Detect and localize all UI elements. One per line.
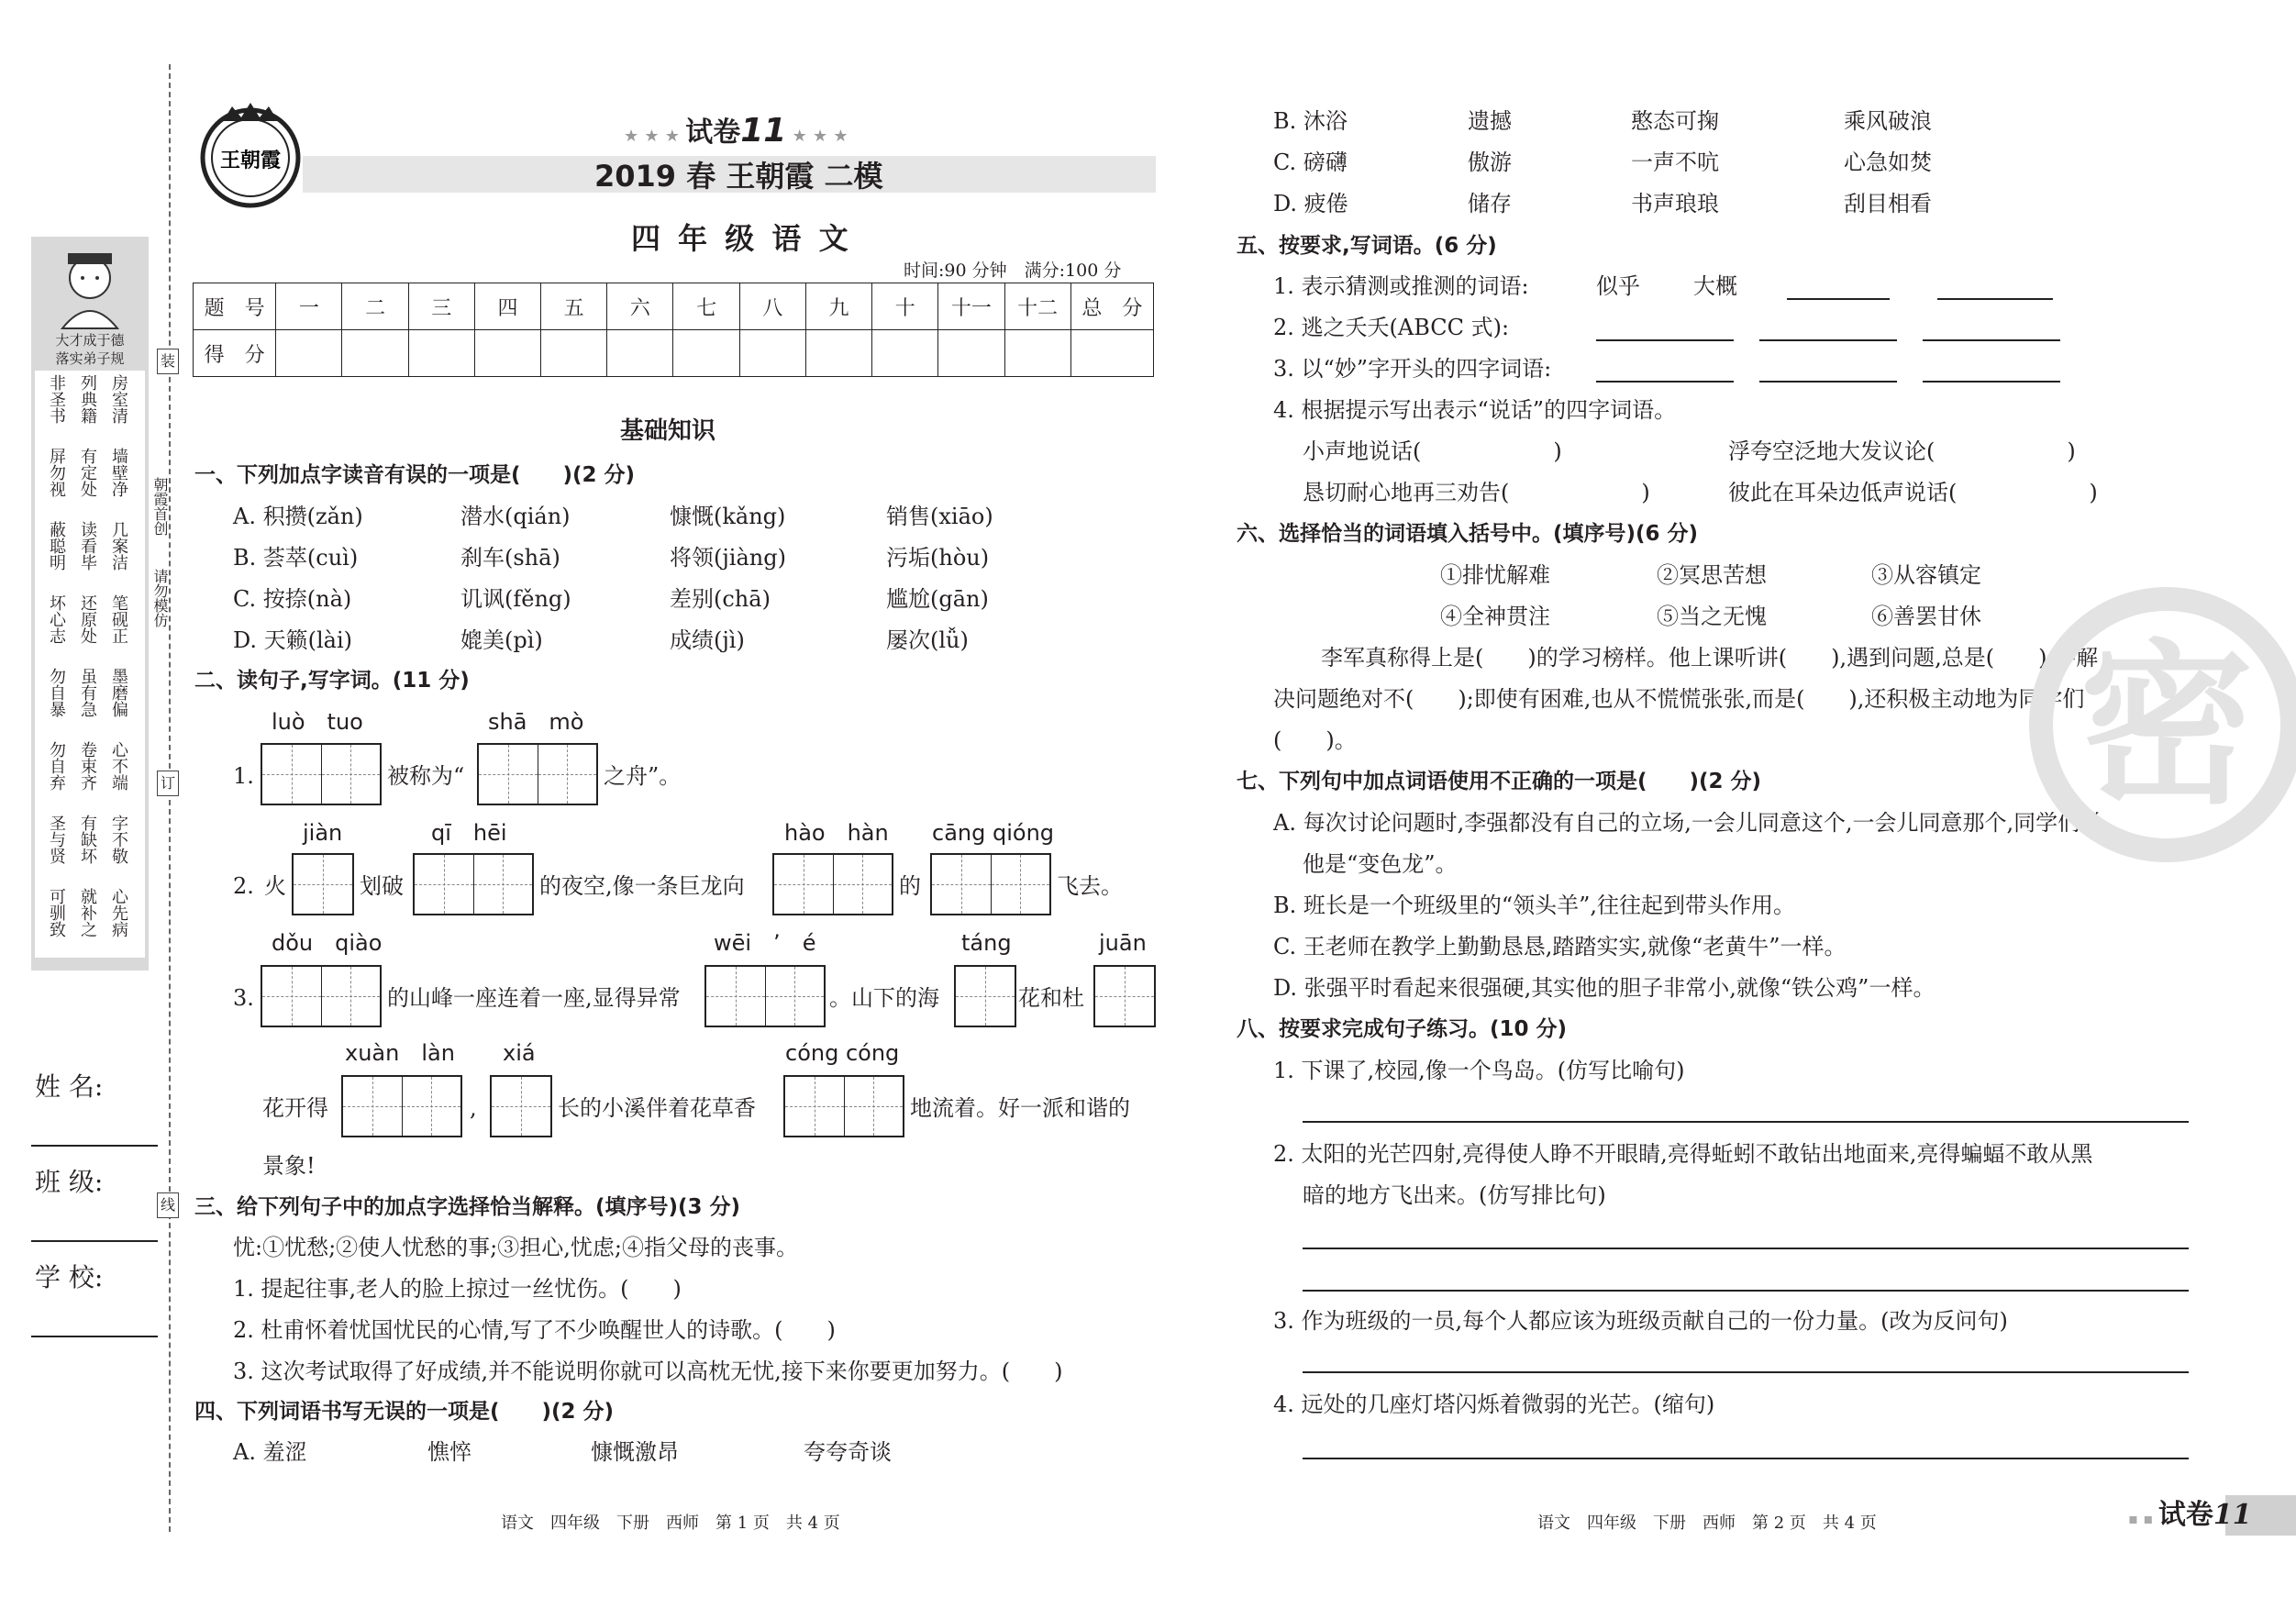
q2-2-text-a: 划破	[360, 873, 404, 899]
q2-3-box-c[interactable]	[954, 965, 1016, 1027]
q2-2-number: 2.	[233, 873, 254, 899]
q4-title: 四、下列词语书写无误的一项是( )(2 分)	[194, 1400, 615, 1424]
q2-4-box-b[interactable]	[490, 1075, 552, 1137]
motto-column: 屏勿视	[47, 448, 66, 497]
motto-column: 墙壁净	[109, 448, 128, 497]
score-header-cell: 五	[541, 283, 607, 330]
motto-column: 勿自弃	[47, 741, 66, 791]
name-line[interactable]	[31, 1145, 158, 1147]
q8-item-4: 4. 远处的几座灯塔闪烁着微弱的光芒。(缩句)	[1273, 1392, 1715, 1417]
motto-column: 圣与贤	[47, 815, 66, 864]
page1-footer: 语文 四年级 下册 西师 第 1 页 共 4 页	[501, 1514, 840, 1533]
q1-option: C. 按捺(nà)	[233, 586, 352, 612]
q2-2-prefix: 火	[264, 873, 286, 899]
score-header-cell: 六	[607, 283, 673, 330]
q3-item-3: 3. 这次考试取得了好成绩,并不能说明你就可以高枕无忧,接下来你要更加努力。( )	[233, 1359, 1063, 1384]
score-cell[interactable]	[673, 330, 739, 377]
seal-mark-1: 装	[157, 349, 179, 374]
score-cell[interactable]	[739, 330, 805, 377]
score-header-cell: 十	[872, 283, 938, 330]
score-header-cell: 七	[673, 283, 739, 330]
q5-hint-4: 彼此在耳朵边低声说话( )	[1728, 480, 2098, 505]
q1-title: 一、下列加点字读音有误的一项是( )(2 分)	[194, 463, 636, 487]
stars-left-icon: ★ ★ ★	[624, 127, 686, 146]
q2-4-pinyin-a: xuàn làn	[345, 1040, 455, 1066]
q4-option: 心急如焚	[1844, 150, 1932, 175]
score-cell[interactable]	[872, 330, 938, 377]
q1-option: 成绩(jì)	[670, 627, 745, 653]
score-cell[interactable]	[474, 330, 540, 377]
q2-2-box-a[interactable]	[292, 853, 354, 915]
q5-hint-2: 浮夸空泛地大发议论( )	[1728, 438, 2076, 464]
q6-option-3: ③从容镇定	[1871, 562, 1981, 588]
q2-1-pinyin-a: luò tuo	[272, 709, 363, 735]
q3-title: 三、给下列句子中的加点字选择恰当解释。(填序号)(3 分)	[194, 1195, 741, 1219]
page2-footer: 语文 四年级 下册 西师 第 2 页 共 4 页	[1537, 1514, 1877, 1533]
q1-option: 尴尬(gān)	[886, 586, 989, 612]
q1-option: 讥讽(fěng)	[460, 586, 571, 612]
q6-title: 六、选择恰当的词语填入括号中。(填序号)(6 分)	[1237, 522, 1699, 546]
q3-definition: 忧:①忧愁;②使人忧愁的事;③担心,忧虑;④指父母的丧事。	[233, 1235, 798, 1260]
q8-item-2-cont: 暗的地方飞出来。(仿写排比句)	[1303, 1182, 1606, 1208]
q2-1-box-a[interactable]	[261, 743, 382, 805]
q2-2-box-b[interactable]	[413, 853, 534, 915]
q6-option-1: ①排忧解难	[1440, 562, 1550, 588]
motto-column: 读看毕	[78, 521, 97, 571]
score-header-cell: 十二	[1004, 283, 1070, 330]
q1-option: 污垢(hòu)	[886, 545, 990, 571]
q2-2-text-c: 的	[899, 873, 921, 899]
score-header-cell: 三	[408, 283, 474, 330]
exam-title: 2019 春 王朝霞 二模	[594, 159, 883, 194]
score-header-cell: 十一	[938, 283, 1004, 330]
q2-4-text-c: 地流着。好一派和谐的	[910, 1095, 1130, 1121]
q2-4-pinyin-b: xiá	[503, 1040, 536, 1066]
q7-option-c: C. 王老师在教学上勤勤恳恳,踏踏实实,就像“老黄牛”一样。	[1273, 934, 1847, 959]
score-header-cell: 四	[474, 283, 540, 330]
stars-right-icon: ★ ★ ★	[786, 127, 849, 146]
q2-2-pinyin-d: cāng qióng	[932, 820, 1055, 846]
q5-2-blank-1[interactable]	[1596, 339, 1734, 341]
q6-passage-3: ( )。	[1273, 727, 1357, 753]
q5-item-1: 1. 表示猜测或推测的词语:	[1273, 273, 1529, 299]
q2-4-box-c[interactable]	[783, 1075, 904, 1137]
q2-3-text-c: 花和杜	[1018, 985, 1084, 1011]
q2-4-box-a[interactable]	[341, 1075, 462, 1137]
seal-mark-2: 订	[157, 771, 179, 796]
q2-3-box-a[interactable]	[261, 965, 382, 1027]
q2-4-text-a: ,	[470, 1095, 477, 1121]
motto-column: 有定处	[78, 448, 97, 497]
score-cell[interactable]	[541, 330, 607, 377]
motto-column: 可驯致	[47, 888, 66, 937]
q2-3-text-a: 的山峰一座连着一座,显得异常	[387, 985, 681, 1011]
score-header-cell: 题 号	[194, 283, 276, 330]
q2-1-number: 1.	[233, 763, 254, 789]
score-row-label: 得 分	[194, 330, 276, 377]
brand-logo	[191, 101, 310, 211]
q4-option: 储存	[1468, 191, 1512, 216]
q3-item-2: 2. 杜甫怀着忧国忧民的心情,写了不少唤醒世人的诗歌。( )	[233, 1317, 836, 1343]
q4-row-a-1: A. 羞涩	[233, 1439, 307, 1465]
q6-option-6: ⑥善罢甘休	[1871, 604, 1981, 629]
q1-option: 将领(jiàng)	[670, 545, 786, 571]
q4-option: 一声不吭	[1631, 150, 1719, 175]
q4-option: D. 疲倦	[1273, 191, 1348, 216]
q5-item-2: 2. 逃之夭夭(ABCC 式):	[1273, 315, 1510, 340]
q5-item-4: 4. 根据提示写出表示“说话”的四字词语。	[1273, 397, 1677, 423]
motto-column: 字不敬	[109, 815, 128, 864]
seal-mark-3: 线	[157, 1192, 179, 1218]
q1-option: B. 荟萃(cuì)	[233, 545, 359, 571]
scholar-figure-icon	[31, 237, 149, 338]
q1-option: 慷慨(kǎng)	[670, 504, 786, 529]
q4-option: 傲游	[1468, 150, 1512, 175]
score-cell[interactable]	[805, 330, 871, 377]
time-score: 时间:90 分钟 满分:100 分	[904, 261, 1122, 281]
q2-1-pinyin-b: shā mò	[488, 709, 584, 735]
motto-column: 就补之	[78, 888, 97, 937]
q5-title: 五、按要求,写词语。(6 分)	[1237, 234, 1497, 258]
motto-line-1: 大才成于德	[55, 332, 125, 349]
motto-column: 蔽聪明	[47, 521, 66, 571]
q4-option: B. 沐浴	[1273, 108, 1348, 134]
q4-option: 刮目相看	[1844, 191, 1932, 216]
motto-column: 房室清	[109, 374, 128, 424]
motto-column: 卷束齐	[78, 741, 97, 791]
q2-2-box-c[interactable]	[772, 853, 893, 915]
q4-row-a-3: 慷慨激昂	[591, 1439, 679, 1465]
motto-column: 列典籍	[78, 374, 97, 424]
score-cell[interactable]	[408, 330, 474, 377]
motto-column: 心不端	[109, 741, 128, 791]
q1-option: 差别(chā)	[670, 586, 771, 612]
q1-option: 销售(xiāo)	[886, 504, 993, 529]
motto-column: 还原处	[78, 594, 97, 644]
q5-item-3: 3. 以“妙”字开头的四字词语:	[1273, 356, 1552, 382]
q2-1-text-a: 被称为“	[387, 763, 465, 789]
q8-item-3: 3. 作为班级的一员,每个人都应该为班级贡献自己的一份力量。(改为反问句)	[1273, 1308, 2008, 1334]
q5-hint-3: 恳切耐心地再三劝告( )	[1303, 480, 1650, 505]
q5-item-1-example-a: 似乎	[1596, 273, 1640, 299]
score-cell[interactable]	[1004, 330, 1070, 377]
copyright-note: 朝霞首创	[151, 477, 169, 536]
exam-label: ★ ★ ★ 试卷11 ★ ★ ★	[624, 112, 849, 150]
confidential-stamp: 密	[2029, 587, 2296, 862]
q1-option: 媲美(pì)	[460, 627, 543, 653]
q2-3-pinyin-d: juān	[1099, 930, 1147, 956]
q2-4-text-b: 长的小溪伴着花草香	[558, 1095, 756, 1121]
q2-4-text-d: 景象!	[262, 1153, 316, 1179]
q4-row-a-4: 夸夸奇谈	[804, 1439, 892, 1465]
q4-option: 遗撼	[1468, 108, 1512, 134]
q2-3-number: 3.	[233, 985, 254, 1011]
score-cell[interactable]	[276, 330, 342, 377]
q8-3-answer-line[interactable]	[1303, 1371, 2189, 1373]
q2-1-box-b[interactable]	[477, 743, 598, 805]
svg-text:王朝霞: 王朝霞	[219, 149, 282, 172]
q2-3-box-d[interactable]	[1093, 965, 1156, 1027]
q6-option-4: ④全神贯注	[1440, 604, 1550, 629]
q2-2-text-d: 飞去。	[1057, 873, 1123, 899]
q2-2-pinyin-b: qī hēi	[431, 820, 507, 846]
motto-column: 墨磨偏	[109, 668, 128, 717]
q8-item-2: 2. 太阳的光芒四射,亮得使人睁不开眼睛,亮得蚯蚓不敢钻出地面来,亮得蝙蝠不敢从黑	[1273, 1141, 2093, 1167]
score-cell[interactable]	[1070, 330, 1153, 377]
q5-3-blank-1[interactable]	[1596, 381, 1734, 383]
score-header-cell: 二	[342, 283, 408, 330]
q4-option: 乘风破浪	[1844, 108, 1932, 134]
score-header-cell: 总 分	[1070, 283, 1153, 330]
q5-3-blank-3[interactable]	[1923, 381, 2060, 383]
q4-option: C. 磅礴	[1273, 150, 1348, 175]
q5-item-1-example-b: 大概	[1693, 273, 1737, 299]
score-header-cell: 一	[276, 283, 342, 330]
q6-passage-2: 决问题绝对不( );即使有困难,也从不慌慌张张,而是( ),还积极主动地为同学们	[1273, 686, 2085, 712]
corner-dots-icon: ▪ ▪	[2128, 1510, 2158, 1527]
q5-hint-1: 小声地说话( )	[1303, 438, 1562, 464]
q5-2-blank-2[interactable]	[1759, 339, 1897, 341]
q6-option-2: ②冥思苦想	[1657, 562, 1767, 588]
q8-item-1: 1. 下课了,校园,像一个鸟岛。(仿写比喻句)	[1273, 1058, 1685, 1083]
motto-line-2: 落实弟子规	[55, 350, 125, 367]
class-line[interactable]	[31, 1240, 158, 1242]
motto-column: 笔砚正	[109, 594, 128, 644]
q1-option: 刹车(shā)	[460, 545, 560, 571]
q7-option-a-cont: 他是“变色龙”。	[1303, 851, 1458, 877]
motto-column: 虽有急	[78, 668, 97, 717]
q2-4-text-0: 花开得	[262, 1095, 328, 1121]
q1-option: 屡次(lǚ)	[886, 627, 969, 653]
q4-row-a-2: 憔悴	[427, 1439, 471, 1465]
q8-4-answer-line[interactable]	[1303, 1458, 2189, 1459]
q1-option: D. 天籁(lài)	[233, 627, 353, 653]
q2-3-text-b: 。山下的海	[829, 985, 939, 1011]
q2-2-pinyin-a: jiàn	[303, 820, 343, 846]
q2-4-pinyin-c: cóng cóng	[785, 1040, 900, 1066]
q2-2-pinyin-c: hào hàn	[784, 820, 889, 846]
subject-title: 四 年 级 语 文	[631, 221, 852, 256]
q5-1-blank-1[interactable]	[1787, 298, 1890, 300]
q6-passage-1: 李军真称得上是( )的学习榜样。他上课听讲( ),遇到问题,总是( ),不解	[1321, 645, 2099, 671]
q7-title: 七、下列句中加点词语使用不正确的一项是( )(2 分)	[1237, 770, 1762, 793]
score-header-cell: 九	[805, 283, 871, 330]
score-cell[interactable]	[342, 330, 408, 377]
q8-2-answer-line-2[interactable]	[1303, 1290, 2189, 1292]
school-line[interactable]	[31, 1336, 158, 1337]
q2-1-text-b: 之舟”。	[604, 763, 682, 789]
school-label: 学 校:	[35, 1262, 104, 1292]
q7-option-b: B. 班长是一个班级里的“领头羊”,往往起到带头作用。	[1273, 893, 1796, 918]
score-cell[interactable]	[607, 330, 673, 377]
section-title: 基础知识	[620, 417, 716, 445]
q5-2-blank-3[interactable]	[1923, 339, 2060, 341]
name-label: 姓 名:	[35, 1071, 104, 1102]
q8-1-answer-line[interactable]	[1303, 1121, 2189, 1123]
q2-3-pinyin-c: táng	[961, 930, 1012, 956]
q2-2-text-b: 的夜空,像一条巨龙向	[539, 873, 745, 899]
copyright-note-2: 请勿模仿	[151, 569, 169, 627]
motto-column: 坏心志	[47, 594, 66, 644]
motto-column: 几案洁	[109, 521, 128, 571]
q4-option: 憨态可掬	[1631, 108, 1719, 134]
q2-3-pinyin-a: dǒu qiào	[272, 930, 383, 956]
score-cell[interactable]	[938, 330, 1004, 377]
motto-column: 有缺坏	[78, 815, 97, 864]
q1-option: A. 积攒(zǎn)	[233, 504, 363, 529]
q6-option-5: ⑤当之无愧	[1657, 604, 1767, 629]
motto-column: 心先病	[109, 888, 128, 937]
q8-title: 八、按要求完成句子练习。(10 分)	[1237, 1017, 1568, 1041]
q2-3-pinyin-b: wēi ’ é	[714, 930, 816, 956]
q4-option: 书声琅琅	[1631, 191, 1719, 216]
q7-option-d: D. 张强平时看起来很强硬,其实他的胆子非常小,就像“铁公鸡”一样。	[1273, 975, 1936, 1001]
q3-item-1: 1. 提起往事,老人的脸上掠过一丝忧伤。( )	[233, 1276, 682, 1302]
q2-title: 二、读句子,写字词。(11 分)	[194, 669, 470, 693]
class-label: 班 级:	[35, 1167, 104, 1197]
motto-column: 非圣书	[47, 374, 66, 424]
q5-3-blank-2[interactable]	[1759, 381, 1897, 383]
q1-option: 潜水(qián)	[460, 504, 571, 529]
corner-label: ▪ ▪ 试卷11	[2128, 1499, 2252, 1531]
q8-2-answer-line-1[interactable]	[1303, 1248, 2189, 1249]
binding-dash-line	[169, 64, 171, 1532]
q2-3-box-b[interactable]	[704, 965, 826, 1027]
motto-column: 勿自暴	[47, 668, 66, 717]
q2-2-box-d[interactable]	[930, 853, 1051, 915]
score-header-cell: 八	[739, 283, 805, 330]
q5-1-blank-2[interactable]	[1937, 298, 2053, 300]
q7-option-a: A. 每次讨论问题时,李强都没有自己的立场,一会儿同意这个,一会儿同意那个,同学们说	[1273, 810, 2102, 836]
score-table	[193, 283, 1154, 377]
